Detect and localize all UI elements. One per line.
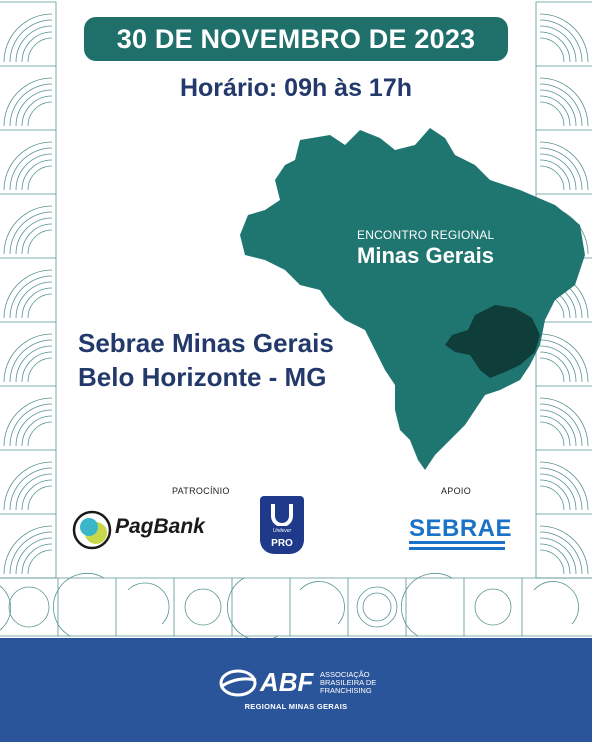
event-title: Minas Gerais (357, 243, 494, 268)
sebrae-stripes-icon (409, 541, 505, 555)
pagbank-logo-icon (72, 510, 112, 550)
venue-name: Sebrae Minas Gerais (78, 328, 334, 358)
venue-city: Belo Horizonte - MG (78, 362, 327, 392)
abf-name-line1: ASSOCIAÇÃO (320, 670, 370, 679)
sebrae-logo-text: SEBRAE (409, 515, 513, 542)
pagbank-logo-text: PagBank (115, 515, 205, 538)
event-venue (78, 326, 334, 394)
event-time: Horário: 09h às 17h (179, 74, 413, 102)
unilever-u-icon (270, 502, 294, 526)
sponsor-label: PATROCÍNIO (172, 486, 230, 496)
event-kicker: ENCONTRO REGIONAL (357, 228, 495, 242)
abf-name-line2: BRASILEIRA DE (320, 678, 377, 687)
abf-name-line3: FRANCHISING (320, 686, 372, 695)
unilever-name: Unilever (272, 528, 292, 534)
unilever-pro-text: PRO (271, 538, 293, 549)
abf-regional-label: REGIONAL MINAS GERAIS (244, 702, 348, 711)
abf-globe-icon (218, 668, 258, 698)
brazil-shape (240, 128, 585, 470)
abf-logo-text: ABF (260, 667, 314, 697)
support-label: APOIO (441, 486, 472, 496)
event-date-badge: 30 DE NOVEMBRO DE 2023 (84, 17, 508, 61)
